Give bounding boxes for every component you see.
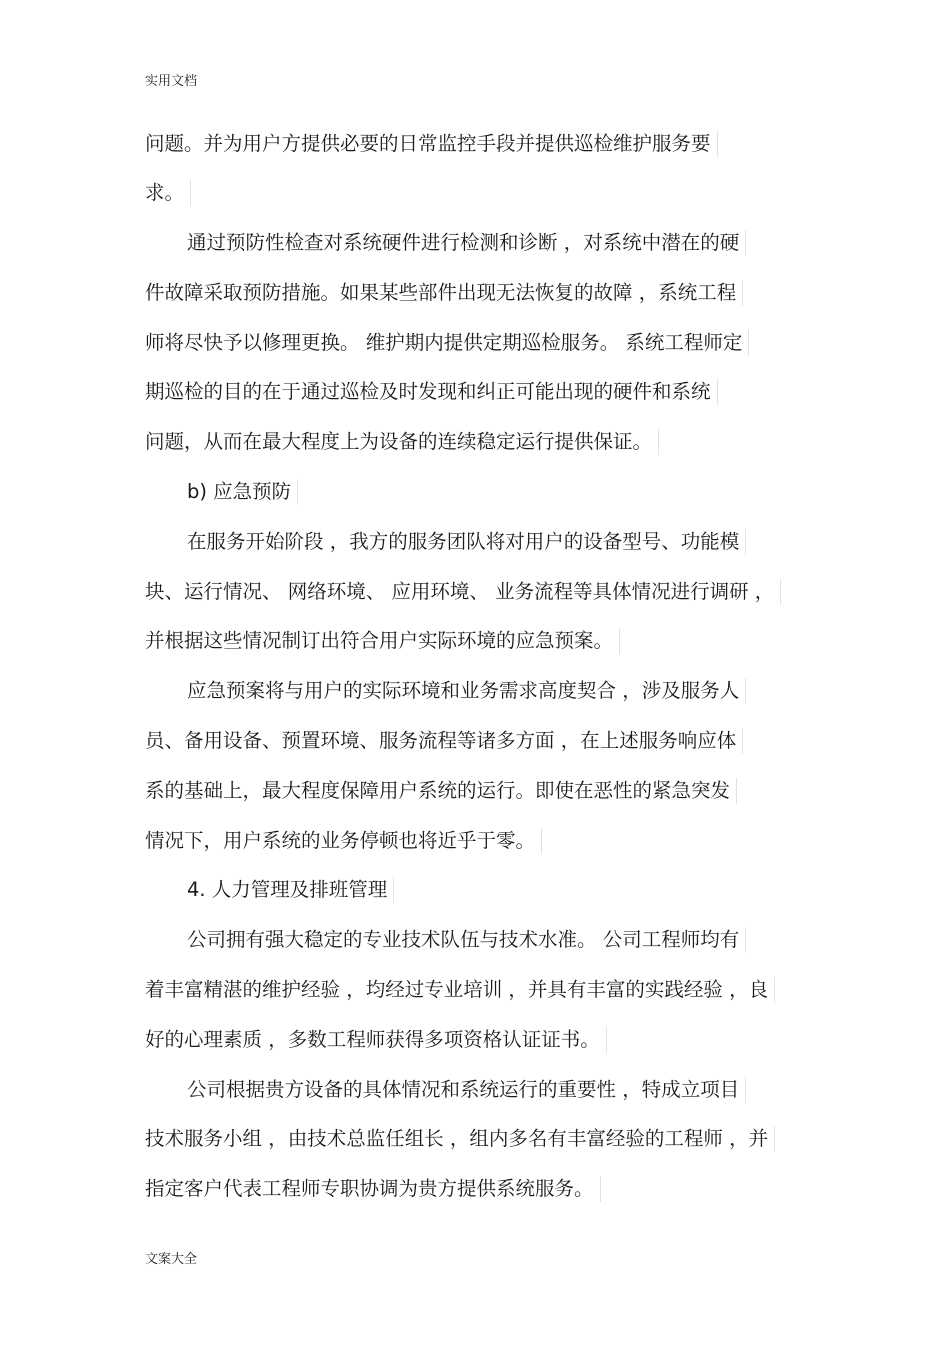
section-heading: b) 应急预防: [145, 467, 805, 517]
text-line: 师将尽快予以修理更换。 维护期内提供定期巡检服务。 系统工程师定: [145, 317, 805, 367]
text-line: 员、备用设备、预置环境、服务流程等诸多方面 ，在上述服务响应体: [145, 716, 805, 766]
text-line: 指定客户代表工程师专职协调为贵方提供系统服务。: [145, 1164, 805, 1214]
text-line: 公司拥有强大稳定的专业技术队伍与技术水准。 公司工程师均有: [145, 915, 805, 965]
text-line: 在服务开始阶段 ，我方的服务团队将对用户的设备型号、功能模: [145, 516, 805, 566]
text-line: 件故障采取预防措施。如果某些部件出现无法恢复的故障 ，系统工程: [145, 267, 805, 317]
text-line: 好的心理素质 ，多数工程师获得多项资格认证证书。: [145, 1014, 805, 1064]
text-line: 问题。并为用户方提供必要的日常监控手段并提供巡检维护服务要: [145, 118, 805, 168]
text-line: 着丰富精湛的维护经验 ，均经过专业培训 ，并具有丰富的实践经验 ，良: [145, 965, 805, 1015]
text-line: 情况下，用户系统的业务停顿也将近乎于零。: [145, 815, 805, 865]
text-line: 块、运行情况、 网络环境、 应用环境、 业务流程等具体情况进行调研 ，: [145, 566, 805, 616]
page-footer: 文案大全: [145, 1252, 198, 1267]
section-heading: 4. 人力管理及排班管理: [145, 865, 805, 915]
page-header: 实用文档: [145, 74, 198, 89]
text-line: 期巡检的目的在于通过巡检及时发现和纠正可能出现的硬件和系统: [145, 367, 805, 417]
text-line: 技术服务小组 ，由技术总监任组长 ，组内多名有丰富经验的工程师 ，并: [145, 1114, 805, 1164]
text-line: 问题，从而在最大程度上为设备的连续稳定运行提供保证。: [145, 417, 805, 467]
text-line: 公司根据贵方设备的具体情况和系统运行的重要性 ，特成立项目: [145, 1064, 805, 1114]
document-body: [145, 118, 805, 1214]
text-line: 应急预案将与用户的实际环境和业务需求高度契合 ，涉及服务人: [145, 666, 805, 716]
text-line: 并根据这些情况制订出符合用户实际环境的应急预案。: [145, 616, 805, 666]
text-line: 求。: [145, 168, 805, 218]
text-line: 系的基础上，最大程度保障用户系统的运行。即使在恶性的紧急突发: [145, 765, 805, 815]
text-line: 通过预防性检查对系统硬件进行检测和诊断 ，对系统中潜在的硬: [145, 218, 805, 268]
